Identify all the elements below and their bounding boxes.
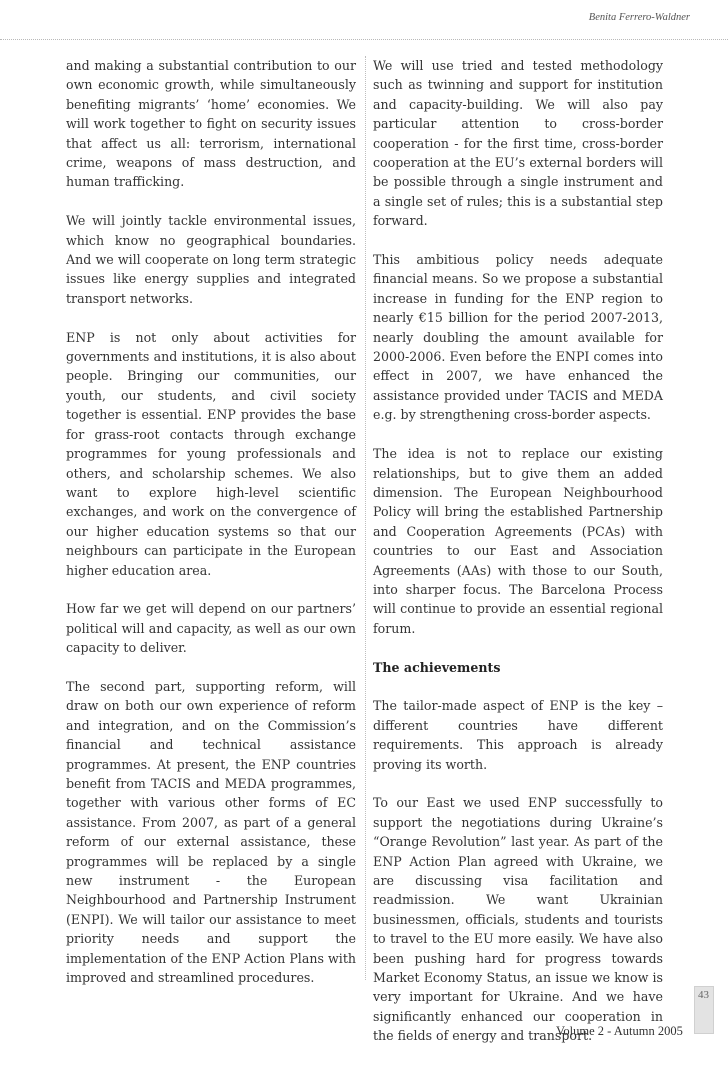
left-paragraph-2: We will jointly tackle environmental issues, which know no geographical boundaries. And we will cooperate on long term strategic issues like energy supplies and integrated transport networks. [66,213,356,306]
running-header-author: Benita Ferrero-Waldner [588,12,690,23]
right-paragraph-2: This ambitious policy needs adequate financial means. So we propose a substantial increase in funding for the ENP region to nearly €15 billion for the period 2007-2013, nearly doubling the amount available for 2000-2006. Even before the ENPI comes into effect in 2007, we have enhanced the assistance provided under TACIS and MEDA e.g. by strengthening cross-border aspects. [373,252,663,423]
header-divider [0,39,728,40]
right-text-column [373,56,663,1065]
page-number: 43 [698,989,709,1001]
right-paragraph-4: The tailor-made aspect of ENP is the key – different countries have different requirements. This approach is already proving its worth. [373,698,663,772]
right-paragraph-1: We will use tried and tested methodology such as twinning and support for institution and capacity-building. We will also pay particular attention to cross-border cooperation - for the first time, cross-border cooperation at the EU’s external borders will be possible through a single instrument and a single set of rules; this is a substantial step forward. [373,58,663,229]
left-paragraph-4: How far we get will depend on our partners’ political will and capacity, as well as our own capacity to deliver. [66,601,356,656]
left-paragraph-5: The second part, supporting reform, will draw on both our own experience of reform and integration, and on the Commission’s financial and technical assistance programmes. At present, the ENP countries benefit from TACIS and MEDA programmes, together with various other forms of EC assistance. From 2007, as part of a general reform of our external assistance, these programmes will be replaced by a single new instrument - the European Neighbourhood and Partnership Instrument (ENPI). We will tailor our assistance to meet priority needs and support the implementation of the ENP Action Plans with improved and streamlined procedures. [66,678,356,986]
left-paragraph-1: and making a substantial contribution to our own economic growth, while simultaneously benefiting migrants’ ‘home’ economies. We will work together to fight on security issues that affect us all: terrorism, international crime, weapons of mass destruction, and human trafficking. [66,58,356,190]
footer-issue-label: Volume 2 - Autumn 2005 [556,1024,683,1038]
page-number-tab [694,986,714,1034]
right-paragraph-3: The idea is not to replace our existing relationships, but to give them an added dimension. The European Neighbourhood Policy will bring the established Partnership and Cooperation Agreements (PCAs) with countries to our East and Association Agreements (AAs) with those to our South, into sharper focus. The Barcelona Process will continue to provide an essential regional forum. [373,446,663,636]
left-paragraph-3: ENP is not only about activities for governments and institutions, it is also about people. Bringing our communities, our youth, our students, and civil society together is essential. ENP provides the base for grass-root contacts through exchange programmes for young professionals and others, and scholarship schemes. We also want to explore high-level scientific exchanges, and work on the convergence of our higher education systems so that our neighbours can participate in the European higher education area. [66,329,356,578]
section-heading-achievements: The achievements [373,659,501,675]
left-text-column [66,56,366,986]
right-paragraph-5: To our East we used ENP successfully to support the negotiations during Ukraine’s “Orange Revolution” last year. As part of the ENP Action Plan agreed with Ukraine, we are discussing visa facilitation and readmission. We want Ukrainian businessmen, officials, students and tourists to travel to the EU more easily. We have also been pushing hard for progress towards Market Economy Status, an issue we know is very important for Ukraine. And we have significantly enhanced our cooperation in the fields of energy and transport. [373,795,663,1044]
